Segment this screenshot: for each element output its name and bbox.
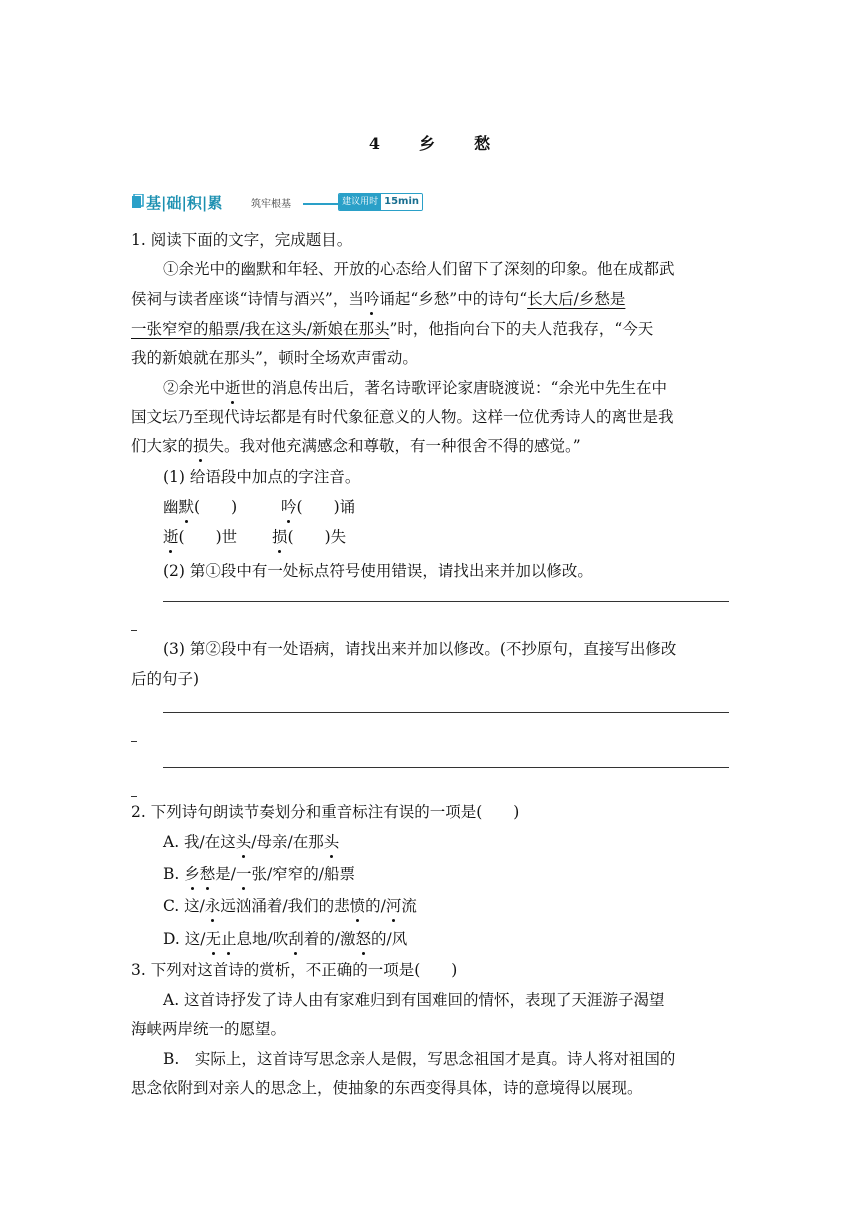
time-label: 建议用时 [339,194,381,210]
book-icon [131,194,145,209]
dotted-char: 无 [205,930,221,948]
text-segment: 世的消息传出后，著名诗歌评论家唐晓渡说：“余光中先生在中 [240,379,667,397]
text-segment: 幽 [163,498,179,516]
text-segment: 流 [401,897,417,915]
dotted-char: 乡 [184,865,200,883]
pinyin-blank[interactable]: ( ) [194,498,238,516]
dotted-char: 止 [220,930,237,948]
text-segment: D. 这/ [163,930,206,948]
title-char-2: 愁 [474,134,492,153]
q3-option-b-line2[interactable]: 思念依附到对亲人的思念上，使抽象的东西变得具体，诗的意境得以展现。 [131,1079,643,1097]
q1-sub3-line2: 后的句子) [131,670,200,688]
q1-sub1-row1 [163,496,355,518]
section-banner [131,192,423,212]
text-segment: 的/ [365,897,386,915]
dotted-char: 愤 [349,897,366,915]
q1-p1-line1: ①余光中的幽默和年轻、开放的心态给人们留下了深刻的印象。他在成都武 [163,260,675,278]
dotted-char: 默 [178,498,195,516]
q3-option-a-line1[interactable]: A. 这首诗抒发了诗人由有家难归到有国难回的情怀，表现了天涯游子渴望 [163,991,665,1009]
q1-p2-line2: 国文坛乃至现代诗坛都是有时代象征意义的人物。这样一位优秀诗人的离世是我 [131,408,674,426]
q1-intro: 1. 阅读下面的文字，完成题目。 [131,231,353,249]
text-segment: 们大家的 [131,437,194,455]
q1-p1-line4: 我的新娘就在那头”，顿时全场欢声雷动。 [131,349,418,367]
answer-line-tail [131,741,137,742]
q3-option-b-line1[interactable]: B. 实际上，这首诗写思念亲人是假，写思念祖国才是真。诗人将对祖国的 [163,1050,676,1068]
dotted-char: 逝 [225,379,241,397]
text-segment: 息地/吹 [236,930,289,948]
dotted-char: 河 [385,897,402,915]
pinyin-blank[interactable]: ( )诵 [296,498,356,516]
text-segment: 是/ [215,865,237,883]
q1-p2-line1 [163,377,667,399]
q2-option-d[interactable] [163,928,407,950]
q1-sub1: (1) 给语段中加点的字注音。 [163,468,361,486]
q1-sub3-line1: (3) 第②段中有一处语病，请找出来并加以修改。(不抄原句，直接写出修改 [163,640,677,658]
banner-divider [303,203,343,205]
q1-p2-line3 [131,435,581,457]
dotted-char: 损 [272,528,288,546]
dotted-char: 刮 [288,930,304,948]
dotted-char: 逝 [163,528,179,546]
dotted-char: 头 [323,833,340,851]
dotted-char: 损 [193,437,209,455]
section-subheading: 筑牢根基 [251,199,291,210]
dotted-char: 永 [204,897,221,915]
dotted-char: 愁 [199,865,216,883]
q3-stem: 3. 下列对这首诗的赏析，不正确的一项是( ) [131,961,458,979]
text-segment: 诵起“乡愁”中的诗句“ [379,290,528,308]
q1-p1-line3 [131,318,653,340]
text-segment: 侯祠与读者座谈“诗情与酒兴”，当 [131,290,364,308]
time-badge [338,193,423,211]
q1-p1-line2 [131,288,625,310]
lesson-number: 4 [368,134,382,153]
text-segment: 失。我对他充满感念和尊敬，有一种很舍不得的感觉。” [208,437,581,455]
time-value: 15min [381,194,422,210]
text-segment: 远汹涌着/我们的悲 [220,897,350,915]
text-segment: B. [163,865,185,883]
text-segment: ②余光中 [163,379,226,397]
dotted-char: 吟 [363,290,380,308]
q2-stem: 2. 下列诗句朗读节奏划分和重音标注有误的一项是( ) [131,803,520,821]
dotted-char: 怒 [355,930,371,948]
dotted-char: 一 [236,865,252,883]
text-segment: C. 这/ [163,897,205,915]
q1-sub2: (2) 第①段中有一处标点符号使用错误，请找出来并加以修改。 [163,562,593,580]
section-heading: 基|础|积|累 [146,194,223,212]
text-segment: 张/窄窄的/船票 [251,865,355,883]
dotted-char: 吟 [281,498,297,516]
underlined-quote: 长大后/乡愁是 [527,290,626,308]
text-segment: /母亲/在那 [251,833,324,851]
underlined-quote: 一张窄窄的船票/我在这头/新娘在那头 [131,320,390,338]
text-segment: 的/风 [370,930,408,948]
pinyin-blank[interactable]: ( )世 [178,528,238,546]
answer-line-tail [131,630,137,631]
answer-line[interactable] [163,601,729,602]
dotted-char: 头 [235,833,252,851]
text-segment: A. 我/在这 [163,833,236,851]
title-char-1: 乡 [419,134,437,153]
lesson-title [0,131,860,154]
text-segment: 着的/激 [303,930,356,948]
answer-line[interactable] [163,767,729,768]
text-segment: ”时，他指向台下的夫人范我存，“今天 [389,320,654,338]
q2-option-b[interactable] [163,863,355,885]
q1-sub1-row2 [163,526,346,548]
answer-line-tail [131,796,137,797]
q3-option-a-line2[interactable]: 海峡两岸统一的愿望。 [131,1020,287,1038]
answer-line[interactable] [163,712,729,713]
pinyin-blank[interactable]: ( )失 [287,528,347,546]
q2-option-a[interactable] [163,831,339,853]
q2-option-c[interactable] [163,895,417,917]
